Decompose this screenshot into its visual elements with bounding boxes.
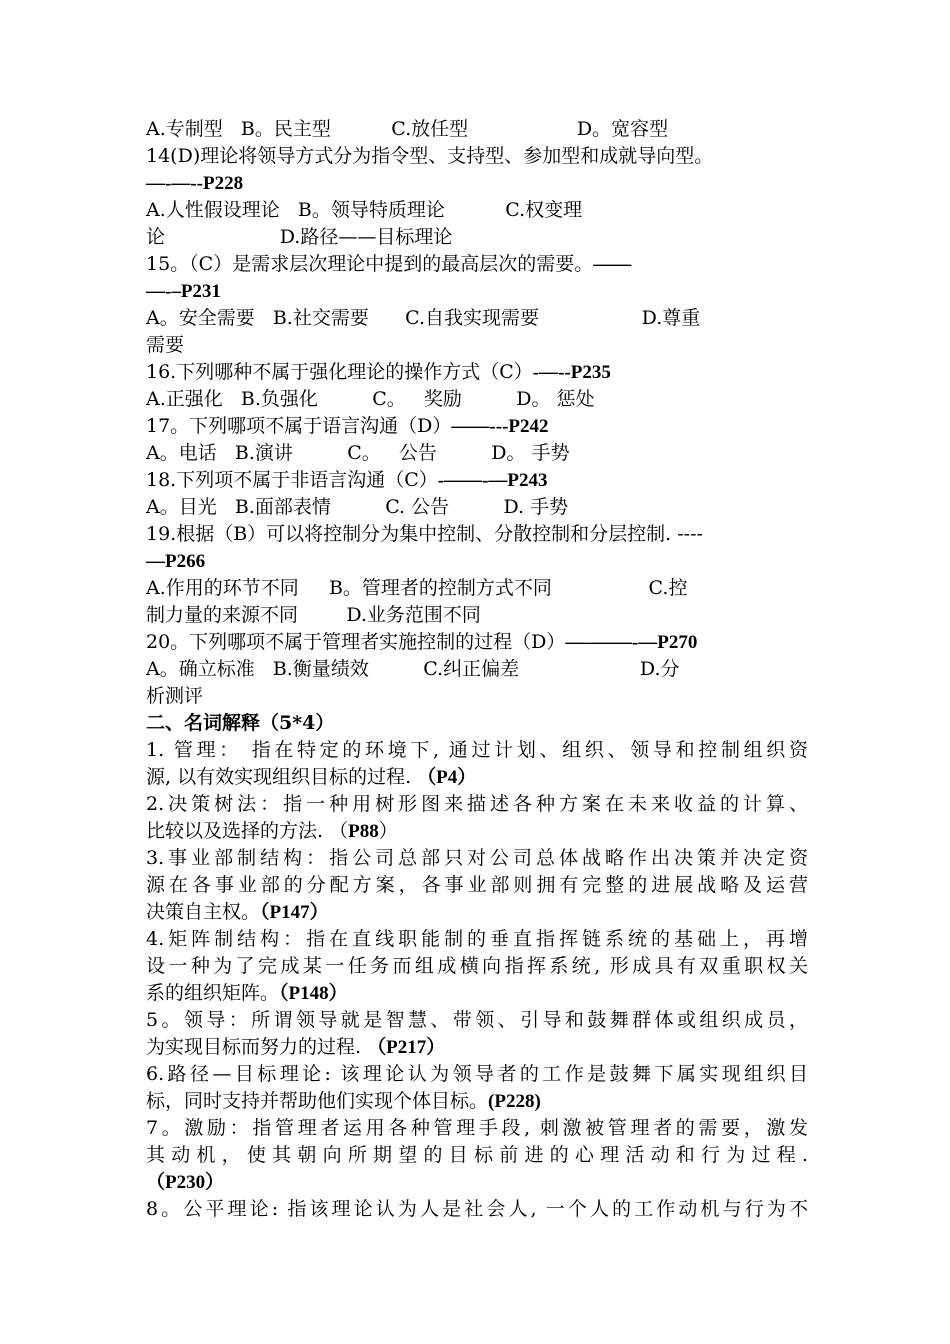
line-text: 18.下列项不属于非语言沟通（C） [146,469,438,491]
text-line [146,872,808,899]
line-text: 14(D)理论将领导方式分为指令型、支持型、参加型和成就导向型。 [146,145,714,167]
text-line [146,845,808,872]
page-reference: P88 [348,821,379,842]
text-line [146,1169,808,1196]
text-line [146,224,808,251]
text-line [146,359,808,386]
line-text: 7。激励：指管理者运用各种管理手段, 刺激被管理者的需要，激发 [146,1117,808,1139]
text-line [146,926,808,953]
text-line [146,116,808,143]
text-line [146,143,808,170]
line-text: 16.下列哪种不属于强化理论的操作方式（C） [146,361,533,383]
page-reference: —-—--P228 [146,173,244,194]
text-line [146,629,808,656]
line-text: A。电话 B.演讲 C。 公告 D。 手势 [146,442,570,464]
line-text: 1. 管理： 指在特定的环境下, 通过计划、组织、领导和控制组织资 [146,739,808,761]
text-line [146,197,808,224]
line-text: 2.决策树法：指一种用树形图来描述各种方案在未来收益的计算、 [146,793,808,815]
text-line [146,278,808,305]
line-text: 3.事业部制结构：指公司总部只对公司总体战略作出决策并决定资 [146,847,808,869]
text-line [146,656,808,683]
text-line [146,764,808,791]
text-line [146,575,808,602]
line-text: 8。公平理论: 指该理论认为人是社会人, 一个人的工作动机与行为不 [146,1198,808,1220]
text-line [146,251,808,278]
line-text: 19.根据（B）可以将控制分为集中控制、分散控制和分层控制. ---- [146,523,703,545]
line-text: 论 D.路径——目标理论 [146,226,453,248]
line-text: 15。（C）是需求层次理论中提到的最高层次的需要。 [146,253,594,275]
line-text: 5。领导：所谓领导就是智慧、带领、引导和鼓舞群体或组织成员， [146,1009,808,1031]
text-line [146,737,808,764]
text-line [146,818,808,845]
text-line [146,332,808,359]
text-line [146,413,808,440]
text-line [146,170,808,197]
text-line [146,602,808,629]
text-line [146,386,808,413]
text-line [146,521,808,548]
line-text: A。目光 B.面部表情 C. 公告 D. 手势 [146,496,569,518]
page-reference: —-–P231 [146,281,221,302]
line-text: 二、名词解释（5*4） [146,712,335,734]
line-text: 标，同时支持并帮助他们实现个体目标。 [146,1090,489,1112]
text-line [146,1196,808,1223]
text-line [146,1007,808,1034]
line-text: A。安全需要 B.社交需要 C.自我实现需要 D.尊重 [146,307,701,329]
page-reference: —–——-—P270 [565,632,698,653]
text-line [146,1061,808,1088]
line-text: 比较以及选择的方法. （ [146,820,349,842]
line-text: A.作用的环节不同 B。管理者的控制方式不同 C.控 [146,577,688,599]
text-line [146,1115,808,1142]
text-line [146,467,808,494]
page-reference: ——---P242 [451,416,549,437]
line-text: 20。下列哪项不属于管理者实施控制的过程（D） [146,631,566,653]
line-text: 决策自主权。 [146,901,261,923]
line-text: 6.路径—目标理论: 该理论认为领导者的工作是鼓舞下属实现组织目 [146,1063,808,1085]
text-line [146,683,808,710]
page-reference: （P147） [260,902,329,923]
line-text: 制力量的来源不同 D.业务范围不同 [146,604,481,626]
line-text: A.正强化 B.负强化 C。 奖励 D。 惩处 [146,388,595,410]
text-line [146,791,808,818]
page-reference: （P230） [146,1172,225,1193]
text-line [146,1034,808,1061]
line-text: 源在各事业部的分配方案，各事业部则拥有完整的进展战略及运营 [146,874,808,896]
text-line [146,440,808,467]
line-text: A.人性假设理论 B。领导特质理论 C.权变理 [146,199,583,221]
text-line [146,980,808,1007]
line-text: A.专制型 B。民主型 C.放任型 D。宽容型 [146,118,669,140]
text-line [146,953,808,980]
line-text-tail: ） [378,820,398,842]
page-reference: （P148） [279,983,348,1004]
line-text: 需要 [146,334,185,356]
section-heading [146,710,808,737]
page-reference: （P217） [367,1037,446,1058]
line-text: A。确立标准 B.衡量绩效 C.纠正偏差 D.分 [146,658,680,680]
text-line [146,1088,808,1115]
page-reference: (P228) [488,1091,541,1112]
line-text: 4.矩阵制结构：指在直线职能制的垂直指挥链系统的基础上，再增 [146,928,808,950]
text-line [146,494,808,521]
page-reference: —— [593,254,632,275]
page-reference: （P4） [417,767,477,788]
text-line [146,548,808,575]
line-text: 设一种为了完成某一任务而组成横向指挥系统, 形成具有双重职权关 [146,955,808,977]
page-reference: -——-—P243 [437,470,548,491]
line-text: 其动机，使其朝向所期望的目标前进的心理活动和行为过程. [146,1144,808,1166]
page-reference: —P266 [146,551,206,572]
page-reference: -—--P235 [532,362,611,383]
line-text: 析测评 [146,685,204,707]
document-page [146,116,808,1223]
line-text: 源, 以有效实现组织目标的过程. [146,766,418,788]
text-line [146,305,808,332]
line-text: 17。下列哪项不属于语言沟通（D） [146,415,452,437]
text-line [146,1142,808,1169]
line-text: 系的组织矩阵。 [146,982,280,1004]
text-line [146,899,808,926]
line-text: 为实现目标而努力的过程. [146,1036,368,1058]
